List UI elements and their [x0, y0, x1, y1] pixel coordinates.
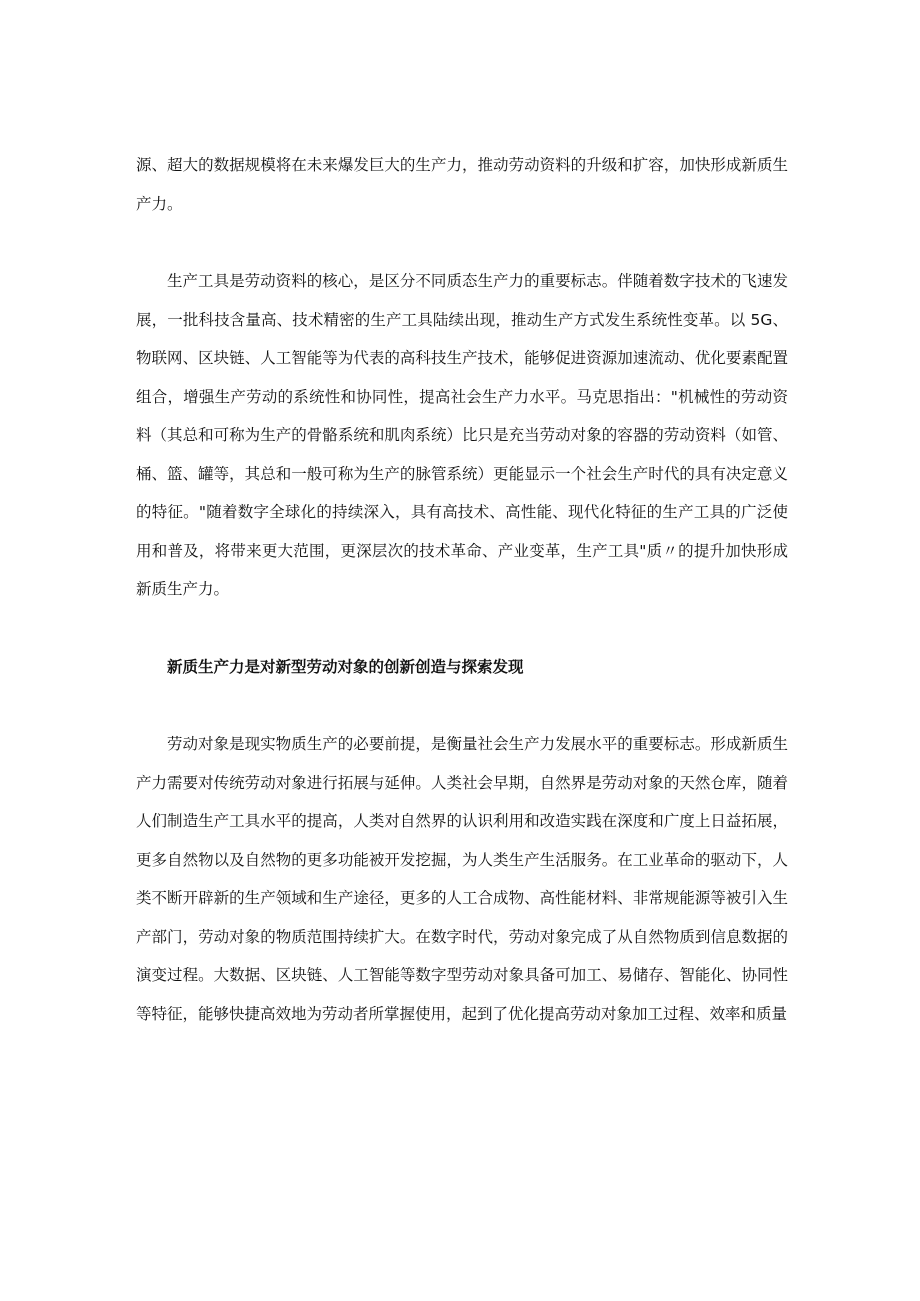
- paragraph-gap: [136, 223, 788, 262]
- paragraph-gap: [136, 609, 788, 648]
- paragraph-labor-objects: 劳动对象是现实物质生产的必要前提，是衡量社会生产力发展水平的重要标志。形成新质生产力需要对传统劳动对象进行拓展与延伸。人类社会早期，自然界是劳动对象的天然仓库，随着人们制造生产工具水平的提高，人类对自然界的认识利用和改造实践在深度和广度上日益拓展，更多自然物以及自然物的更多功能被开发挖掘，为人类生产生活服务。在工业革命的驱动下，人类不断开辟新的生产领域和生产途径，更多的人工合成物、高性能材料、非常规能源等被引入生产部门，劳动对象的物质范围持续扩大。在数字时代，劳动对象完成了从自然物质到信息数据的演变过程。大数据、区块链、人工智能等数字型劳动对象具备可加工、易储存、智能化、协同性等特征，能够快捷高效地为劳动者所掌握使用，起到了优化提高劳动对象加工过程、效率和质量: [136, 735, 788, 1023]
- paragraph-continuation: 源、超大的数据规模将在未来爆发巨大的生产力，推动劳动资料的升级和扩容，加快形成新质生产力。: [136, 156, 788, 213]
- document-body: [136, 146, 788, 1033]
- section-heading: 新质生产力是对新型劳动对象的创新创造与探索发现: [167, 657, 524, 676]
- paragraph-gap: [136, 686, 788, 725]
- paragraph-production-tools: 生产工具是劳动资料的核心，是区分不同质态生产力的重要标志。伴随着数字技术的飞速发展，一批科技含量高、技术精密的生产工具陆续出现，推动生产方式发生系统性变革。以 5G、物联网、区块链、人工智能等为代表的高科技生产技术，能够促进资源加速流动、优化要素配置组合，增强生产劳动的系统性和协同性，提高社会生产力水平。马克思指出："机械性的劳动资料（其总和可称为生产的骨骼系统和肌肉系统）比只是充当劳动对象的容器的劳动资料（如管、桶、篮、罐等，其总和一般可称为生产的脉管系统）更能显示一个社会生产时代的具有决定意义的特征。"随着数字全球化的持续深入，具有高技术、高性能、现代化特征的生产工具的广泛使用和普及，将带来更大范围，更深层次的技术革命、产业变革，生产工具"质〃的提升加快形成新质生产力。: [136, 272, 788, 598]
